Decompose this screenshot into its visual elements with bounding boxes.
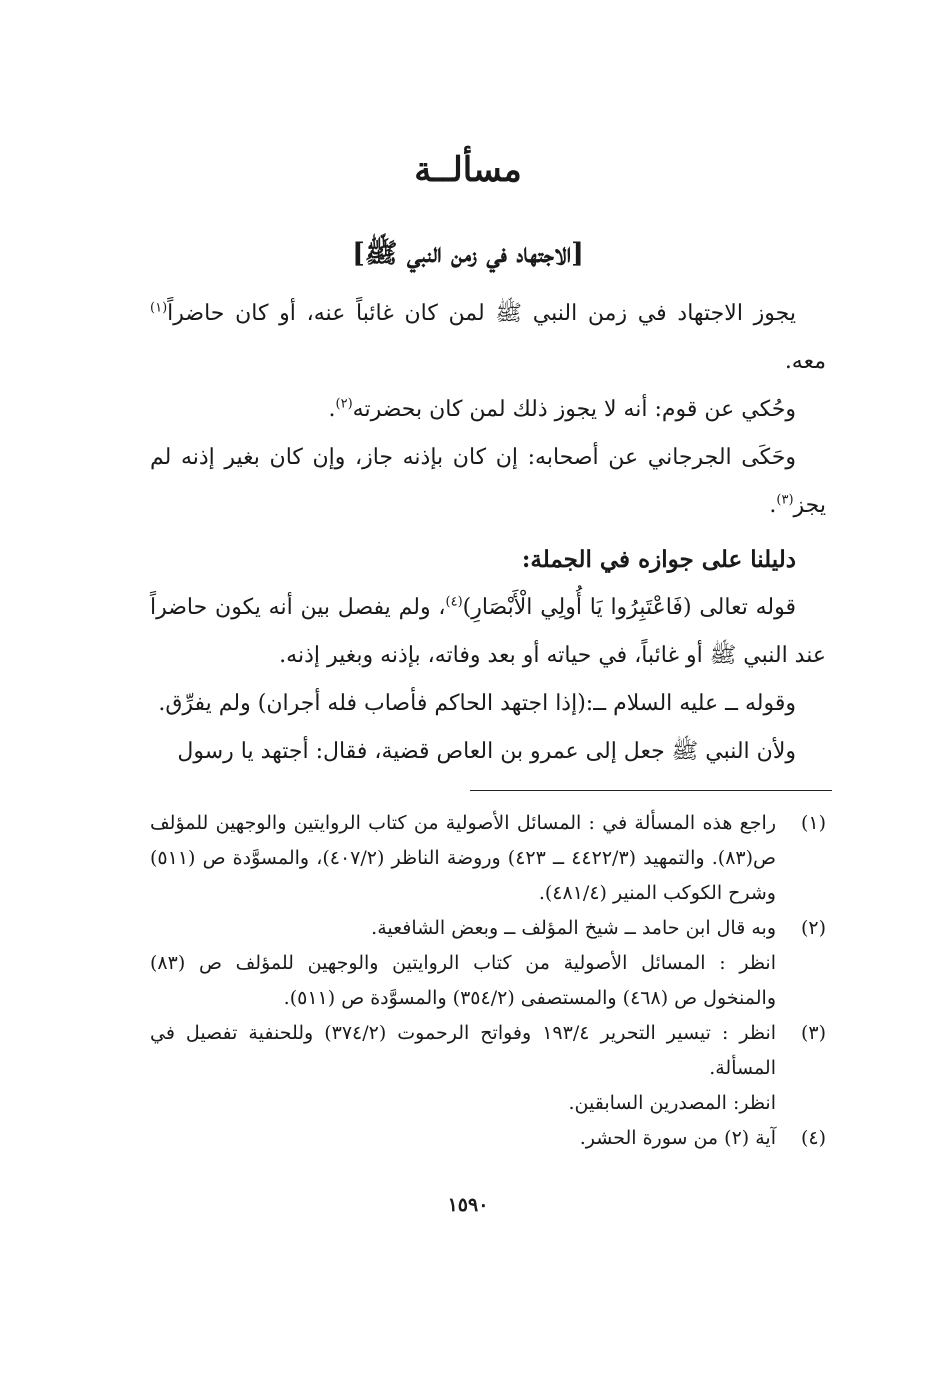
- paragraph-5: وقوله ــ عليه السلام ــ:(إذا اجتهد الحاكم فأصاب فله أجران) ولم يفرِّق.: [158, 691, 796, 716]
- footnote-3: [150, 1016, 826, 1121]
- footnote-number: (١): [800, 812, 826, 834]
- footnote-ref-2: (٢): [335, 396, 353, 412]
- footnote-ref-4: (٤): [445, 594, 463, 610]
- footnote-ref-3: (٣): [776, 492, 794, 508]
- footnote-number: (٤): [800, 1127, 826, 1149]
- footnote-text: راجع هذه المسألة في : المسائل الأصولية من كتاب الروايتين والوجهين للمؤلف ص(٨٣). والتمهيد (٤٤٢٢/٣ ــ ٤٢٣) وروضة الناظر (٤٠٧/٢)، والمسوَّدة ص (٥١١) وشرح الكوكب المنير (٤٨١/٤).: [150, 812, 776, 904]
- footnote-text: آية (٢) من سورة الحشر.: [579, 1127, 776, 1149]
- footnote-text: انظر : المسائل الأصولية من كتاب الروايتين والوجهين للمؤلف ص (٨٣) والمنخول ص (٤٦٨) والمستصفى (٣٥٤/٢) والمسوَّدة ص (٥١١).: [150, 952, 776, 1009]
- page-number: ١٥٩٠: [447, 1194, 489, 1216]
- paragraph-3-end: .: [769, 493, 777, 518]
- footnote-ref-1: (١): [150, 300, 168, 316]
- paragraph-2-end: .: [328, 397, 336, 422]
- main-text: [150, 290, 826, 776]
- footnote-number: (٢): [800, 917, 826, 939]
- paragraph-2: [150, 386, 826, 434]
- paragraph-2-text: وحُكي عن قوم: أنه لا يجوز ذلك لمن كان بحضرته: [352, 397, 796, 422]
- paragraph-1-end: معه.: [784, 349, 826, 374]
- footnote-1: [150, 806, 826, 911]
- paragraph-3-text: وحَكَى الجرجاني عن أصحابه: إن كان بإذنه جاز، وإن كان بغير إذنه لم يجز: [150, 445, 826, 518]
- footnotes: [150, 806, 826, 1156]
- section-subtitle: [الاجتهاد في زمن النبي ﷺ]: [352, 238, 584, 269]
- footnote-number: (٣): [800, 1022, 826, 1044]
- footnote-text: انظر : تيسير التحرير ١٩٣/٤ وفواتح الرحموت (٣٧٤/٢) وللحنفية تفصيل في المسألة.: [150, 1022, 777, 1079]
- paragraph-6: ولأن النبي ﷺ جعل إلى عمرو بن العاص قضية، فقال: أجتهد يا رسول: [177, 739, 796, 764]
- evidence-heading: دليلنا على جوازه في الجملة:: [521, 546, 796, 573]
- paragraph-3: [150, 434, 826, 530]
- page-title: مسألــة: [414, 150, 522, 190]
- footnote-divider: [470, 790, 832, 791]
- paragraph-4: [150, 584, 826, 680]
- footnote-4: [150, 1121, 826, 1156]
- footnote-text: انظر: المصدرين السابقين.: [568, 1092, 776, 1114]
- paragraph-1: [150, 290, 826, 386]
- paragraph-1-text: يجوز الاجتهاد في زمن النبي ﷺ لمن كان غائباً عنه، أو كان حاضراً: [167, 301, 796, 326]
- quran-quote: قوله تعالى (فَاعْتَبِرُوا يَا أُولِي الْأَبْصَارِ): [462, 595, 797, 620]
- footnote-text: وبه قال ابن حامد ــ شيخ المؤلف ــ وبعض الشافعية.: [371, 917, 776, 939]
- footnote-2: [150, 911, 826, 1016]
- paragraph-4-text: ، ولم يفصل بين أنه يكون حاضراً عند النبي ﷺ أو غائباً، في حياته أو بعد وفاته، بإذنه وبغير إذنه.: [150, 595, 826, 668]
